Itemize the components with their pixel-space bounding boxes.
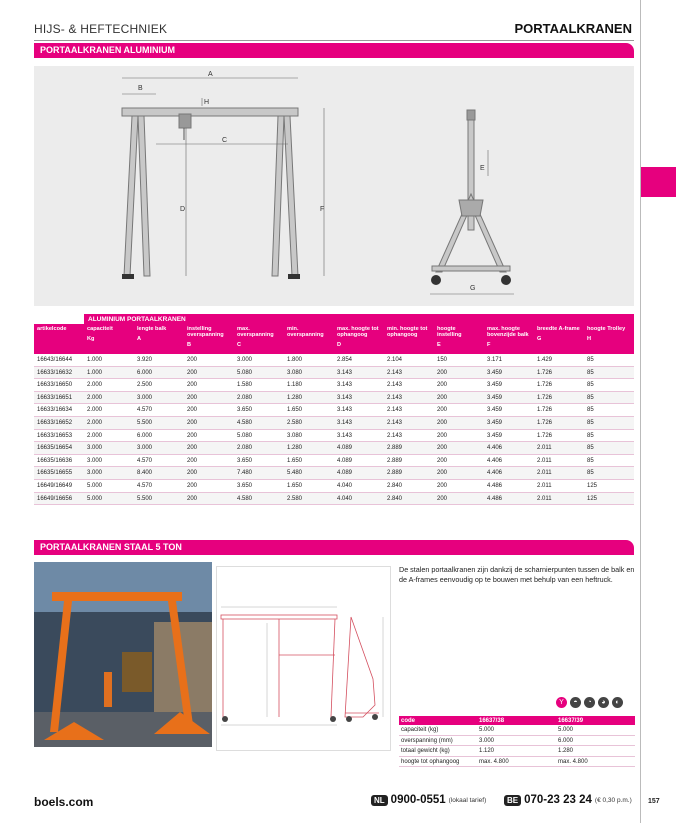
table-cell: 3.459 bbox=[487, 432, 503, 439]
steel-crane-drawing bbox=[216, 566, 391, 751]
table-cell: 2.080 bbox=[237, 394, 253, 401]
d2-right-leg bbox=[331, 619, 335, 717]
table-cell: 1.650 bbox=[287, 457, 303, 464]
table-cell: 200 bbox=[437, 419, 448, 426]
table-cell: 16633/16652 bbox=[37, 419, 73, 426]
header-label: lengte balk bbox=[137, 326, 167, 332]
table-cell: 2.011 bbox=[537, 470, 552, 477]
spec-cell: hoogte tot ophangoog bbox=[401, 758, 460, 765]
table-cell: 2.011 bbox=[537, 495, 552, 502]
table-cell: 3.000 bbox=[237, 357, 253, 363]
table-cell: 200 bbox=[437, 457, 448, 464]
header-label: hoogte instelling bbox=[437, 326, 462, 339]
right-leg-inner bbox=[272, 116, 284, 276]
table-header-cell bbox=[284, 324, 334, 354]
photo-roof bbox=[34, 562, 212, 612]
table-cell: 1.726 bbox=[537, 369, 553, 376]
table-cell: 3.650 bbox=[237, 457, 253, 464]
table-cell: 2.854 bbox=[337, 357, 353, 363]
table-header-cell bbox=[34, 324, 84, 354]
table-row bbox=[34, 455, 634, 468]
table-row bbox=[34, 367, 634, 380]
table-cell: 2.889 bbox=[387, 457, 403, 464]
label-f: F bbox=[320, 206, 325, 213]
table-cell: 2.000 bbox=[87, 382, 103, 389]
wheel-left bbox=[431, 275, 441, 285]
table-row bbox=[34, 354, 634, 367]
table-header-cell bbox=[234, 324, 284, 354]
label-e: E bbox=[480, 165, 485, 172]
table-cell: 5.080 bbox=[237, 432, 253, 439]
table-cell: 2.580 bbox=[287, 419, 303, 426]
page-number: 157 bbox=[648, 798, 660, 805]
feature-icon-1: ◓ bbox=[570, 697, 581, 708]
diagram-svg bbox=[34, 66, 634, 306]
table-cell: 4.406 bbox=[487, 445, 503, 452]
table-row bbox=[34, 480, 634, 493]
table-cell: 4.570 bbox=[137, 457, 153, 464]
table-cell: 4.580 bbox=[237, 495, 253, 502]
table-cell: 3.080 bbox=[287, 369, 303, 376]
spec-cell: 5.000 bbox=[558, 727, 574, 733]
header-unit: E bbox=[437, 342, 441, 349]
table-cell: 125 bbox=[587, 495, 598, 502]
table-cell: 85 bbox=[587, 407, 594, 414]
spec-h-code: code bbox=[401, 718, 416, 724]
footer-nl-contact bbox=[371, 794, 486, 806]
table-row bbox=[34, 379, 634, 392]
table-cell: 200 bbox=[187, 457, 198, 464]
spec-h-1: 16637/38 bbox=[479, 718, 505, 724]
table-cell: 200 bbox=[437, 407, 448, 414]
table-cell: 4.089 bbox=[337, 470, 353, 477]
header-unit: C bbox=[237, 342, 242, 349]
crane-beam bbox=[122, 108, 298, 116]
be-note: (€ 0,30 p.m.) bbox=[594, 796, 632, 804]
table-cell: 16649/16656 bbox=[37, 495, 73, 502]
trolley bbox=[179, 114, 191, 128]
spec-row bbox=[399, 736, 635, 747]
table-cell: 85 bbox=[587, 445, 594, 452]
table-header-cell bbox=[184, 324, 234, 354]
table-cell: 16633/16650 bbox=[37, 382, 73, 389]
table-cell: 200 bbox=[187, 419, 198, 426]
table-cell: 85 bbox=[587, 394, 594, 401]
table-cell: 200 bbox=[187, 445, 198, 452]
header-label: max. overspanning bbox=[237, 326, 274, 339]
wheel-right bbox=[501, 275, 511, 285]
table-cell: 5.080 bbox=[237, 369, 253, 376]
photo-beam bbox=[52, 592, 182, 601]
table-cell: 2.000 bbox=[87, 394, 103, 401]
table-row bbox=[34, 467, 634, 480]
table-cell: 1.580 bbox=[237, 382, 253, 389]
spec-cell: totaal gewicht (kg) bbox=[401, 748, 450, 754]
header-label: min. hoogte tot ophangoog bbox=[387, 326, 428, 339]
section2-title: PORTAALKRANEN STAAL 5 TON bbox=[34, 540, 634, 555]
table-cell: 200 bbox=[187, 394, 198, 401]
table-cell: 5.000 bbox=[87, 482, 103, 489]
nl-note: (lokaal tarief) bbox=[448, 796, 487, 804]
label-c: C bbox=[222, 137, 228, 144]
table-cell: 200 bbox=[187, 495, 198, 502]
table-header bbox=[34, 324, 634, 354]
table-cell: 3.143 bbox=[337, 407, 353, 414]
table-header-cell bbox=[534, 324, 584, 354]
d2-wheel-1 bbox=[222, 716, 228, 722]
table-row bbox=[34, 430, 634, 443]
table-cell: 2.143 bbox=[387, 419, 403, 426]
table-cell: 3.650 bbox=[237, 482, 253, 489]
left-leg-outer bbox=[124, 116, 138, 276]
table-cell: 1.180 bbox=[287, 382, 303, 389]
header-unit: Kg bbox=[87, 336, 95, 343]
table-cell: 2.889 bbox=[387, 445, 403, 452]
table-cell: 85 bbox=[587, 457, 594, 464]
table-cell: 200 bbox=[187, 482, 198, 489]
table-cell: 3.459 bbox=[487, 419, 503, 426]
table-cell: 2.500 bbox=[137, 382, 153, 389]
table-header-cell bbox=[134, 324, 184, 354]
feature-icon-3: ◕ bbox=[598, 697, 609, 708]
section1-title: PORTAALKRANEN ALUMINIUM bbox=[34, 43, 634, 58]
table-cell: 2.143 bbox=[387, 407, 403, 414]
side-trolley bbox=[467, 110, 475, 120]
label-d: D bbox=[180, 206, 186, 213]
table-cell: 6.000 bbox=[137, 369, 153, 376]
spec-cell: overspanning (mm) bbox=[401, 737, 453, 744]
table-cell: 4.089 bbox=[337, 457, 353, 464]
table-header-cell bbox=[434, 324, 484, 354]
table-cell: 200 bbox=[187, 369, 198, 376]
table-cell: 1.726 bbox=[537, 407, 553, 414]
header-unit: A bbox=[137, 336, 142, 343]
table-cell: 1.726 bbox=[537, 419, 553, 426]
table-cell: 2.000 bbox=[87, 432, 103, 439]
spec-cell: 1.120 bbox=[479, 748, 495, 754]
table-cell: 16633/16653 bbox=[37, 432, 73, 439]
table-cell: 85 bbox=[587, 432, 594, 439]
table-cell: 1.726 bbox=[537, 432, 553, 439]
spec-row bbox=[399, 757, 635, 768]
table-cell: 85 bbox=[587, 369, 594, 376]
header-label: max. hoogte tot ophangoog bbox=[337, 326, 379, 339]
spec-cell: 3.000 bbox=[479, 737, 495, 744]
nl-flag: NL bbox=[371, 795, 388, 806]
photo-svg bbox=[34, 562, 212, 747]
left-foot bbox=[122, 274, 134, 279]
table-row bbox=[34, 404, 634, 417]
side-tab bbox=[641, 167, 676, 197]
spec-row bbox=[399, 746, 635, 757]
table-cell: 200 bbox=[187, 470, 198, 477]
table-row bbox=[34, 417, 634, 430]
left-leg-inner bbox=[138, 116, 150, 276]
spec-cell: 6.000 bbox=[558, 737, 574, 744]
label-a: A bbox=[208, 71, 213, 78]
header-label: max. hoogte bovenzijde balk bbox=[487, 326, 529, 339]
table-cell: 85 bbox=[587, 470, 594, 477]
table-header-cell bbox=[334, 324, 384, 354]
header-unit: B bbox=[187, 342, 192, 349]
header-unit: F bbox=[487, 342, 491, 349]
table-cell: 3.459 bbox=[487, 394, 503, 401]
table-cell: 2.143 bbox=[387, 432, 403, 439]
table-cell: 200 bbox=[437, 394, 448, 401]
steel-description: De stalen portaalkranen zijn dankzij de scharnierpunten tussen de balk en de A-frames eenvoudig op te bouwen met behulp van een heftruck. bbox=[399, 565, 635, 585]
table-row bbox=[34, 392, 634, 405]
table-cell: 3.000 bbox=[137, 445, 153, 452]
table-cell: 1.800 bbox=[287, 357, 303, 363]
table-cell: 1.650 bbox=[287, 407, 303, 414]
table-cell: 1.280 bbox=[287, 445, 303, 452]
table-cell: 1.280 bbox=[287, 394, 303, 401]
table-cell: 16643/16644 bbox=[37, 357, 73, 363]
table-cell: 5.000 bbox=[87, 495, 103, 502]
d2-wheel-2 bbox=[330, 716, 336, 722]
table-cell: 200 bbox=[187, 357, 198, 363]
header-label: breedte A-frame bbox=[537, 326, 580, 332]
header-category: PORTAALKRANEN bbox=[514, 21, 632, 36]
d2-wheel-3 bbox=[346, 716, 352, 722]
table-cell: 3.000 bbox=[87, 445, 103, 452]
table-cell: 85 bbox=[587, 357, 594, 363]
table-cell: 200 bbox=[187, 432, 198, 439]
aluminium-table bbox=[34, 314, 634, 505]
table-cell: 3.650 bbox=[237, 407, 253, 414]
table-cell: 2.143 bbox=[387, 382, 403, 389]
table-cell: 8.400 bbox=[137, 470, 153, 477]
table-cell: 16633/16651 bbox=[37, 394, 73, 401]
table-header-cell bbox=[484, 324, 534, 354]
table-cell: 1.726 bbox=[537, 382, 553, 389]
table-cell: 4.580 bbox=[237, 419, 253, 426]
table-cell: 2.889 bbox=[387, 470, 403, 477]
table-cell: 16633/16634 bbox=[37, 407, 73, 414]
table-cell: 3.143 bbox=[337, 394, 353, 401]
table-cell: 6.000 bbox=[137, 432, 153, 439]
table-cell: 200 bbox=[187, 382, 198, 389]
table-cell: 1.000 bbox=[87, 357, 103, 363]
table-cell: 2.840 bbox=[387, 482, 403, 489]
spec-row bbox=[399, 725, 635, 736]
table-header-cell bbox=[584, 324, 634, 354]
header-rule bbox=[34, 40, 634, 41]
table-cell: 2.143 bbox=[387, 394, 403, 401]
table-cell: 1.429 bbox=[537, 357, 553, 363]
table-cell: 5.480 bbox=[287, 470, 303, 477]
table-cell: 200 bbox=[437, 369, 448, 376]
table-cell: 85 bbox=[587, 382, 594, 389]
be-flag: BE bbox=[504, 795, 521, 806]
table-cell: 3.143 bbox=[337, 369, 353, 376]
right-leg-outer bbox=[284, 116, 298, 276]
table-cell: 3.920 bbox=[137, 357, 153, 363]
table-cell: 3.000 bbox=[137, 394, 153, 401]
table-cell: 16635/16655 bbox=[37, 470, 73, 477]
spec-h-2: 16637/39 bbox=[558, 718, 584, 724]
table-header-cell bbox=[384, 324, 434, 354]
header-label: hoogte Trolley bbox=[587, 326, 626, 332]
table-cell: 2.000 bbox=[87, 407, 103, 414]
table-cell: 200 bbox=[437, 445, 448, 452]
table-cell: 200 bbox=[437, 382, 448, 389]
table-cell: 3.000 bbox=[87, 457, 103, 464]
spec-cell: max. 4.800 bbox=[558, 758, 588, 765]
spec-cell: capaciteit (kg) bbox=[401, 727, 439, 733]
spec-cell: 1.280 bbox=[558, 748, 574, 754]
label-h: H bbox=[204, 99, 210, 106]
spec-header bbox=[399, 716, 635, 725]
side-bracket bbox=[459, 200, 483, 216]
drawing2-svg bbox=[217, 567, 392, 752]
d2-wheel-4 bbox=[372, 714, 378, 720]
be-phone[interactable]: 070-23 23 24 bbox=[524, 794, 592, 806]
header-label: instelling overspanning bbox=[187, 326, 224, 339]
header-unit: G bbox=[537, 336, 542, 343]
feature-icon-4: ◐ bbox=[612, 697, 623, 708]
header-label: min. overspanning bbox=[287, 326, 324, 339]
table-cell: 5.500 bbox=[137, 495, 153, 502]
table-cell: 4.040 bbox=[337, 495, 353, 502]
footer-be-contact bbox=[504, 794, 632, 806]
d2-beam bbox=[221, 615, 337, 619]
table-cell: 4.570 bbox=[137, 407, 153, 414]
label-g: G bbox=[470, 285, 476, 292]
nl-phone[interactable]: 0900-0551 bbox=[390, 794, 446, 806]
table-cell: 1.726 bbox=[537, 394, 553, 401]
table-cell: 200 bbox=[437, 470, 448, 477]
table-row bbox=[34, 442, 634, 455]
table-cell: 4.089 bbox=[337, 445, 353, 452]
table-cell: 3.080 bbox=[287, 432, 303, 439]
table-cell: 3.459 bbox=[487, 407, 503, 414]
header-unit: D bbox=[337, 342, 342, 349]
table-cell: 2.840 bbox=[387, 495, 403, 502]
spec-cell: max. 4.800 bbox=[479, 758, 509, 765]
photo-worker bbox=[104, 672, 112, 707]
table-cell: 150 bbox=[437, 357, 448, 363]
table-cell: 2.011 bbox=[537, 457, 552, 464]
header-label: capaciteit bbox=[87, 326, 113, 332]
header-section: HIJS- & HEFTECHNIEK bbox=[34, 22, 168, 36]
table-cell: 200 bbox=[437, 432, 448, 439]
table-cell: 1.650 bbox=[287, 482, 303, 489]
table-cell: 16635/16636 bbox=[37, 457, 73, 464]
table-cell: 4.486 bbox=[487, 495, 503, 502]
table-cell: 4.406 bbox=[487, 457, 503, 464]
table-cell: 200 bbox=[437, 495, 448, 502]
table-cell: 2.143 bbox=[387, 369, 403, 376]
table-body bbox=[34, 354, 634, 505]
table-cell: 3.000 bbox=[87, 470, 103, 477]
table-cell: 2.011 bbox=[537, 445, 552, 452]
table-cell: 3.143 bbox=[337, 419, 353, 426]
header-unit: H bbox=[587, 336, 592, 343]
table-cell: 1.000 bbox=[87, 369, 103, 376]
table-cell: 200 bbox=[437, 482, 448, 489]
table-cell: 2.080 bbox=[237, 445, 253, 452]
table-cell: 3.171 bbox=[487, 357, 503, 363]
footer-logo-link[interactable]: boels.com bbox=[34, 795, 94, 809]
table-cell: 2.011 bbox=[537, 482, 552, 489]
table-cell: 16649/16649 bbox=[37, 482, 73, 489]
table-cell: 4.570 bbox=[137, 482, 153, 489]
table-cell: 16633/16632 bbox=[37, 369, 73, 376]
steel-spec-table bbox=[399, 716, 635, 767]
table-cell: 200 bbox=[187, 407, 198, 414]
aluminium-crane-diagram bbox=[34, 66, 634, 306]
side-rule bbox=[640, 0, 641, 823]
steel-crane-photo bbox=[34, 562, 212, 747]
table-cell: 4.040 bbox=[337, 482, 353, 489]
feature-icon-2: ◔ bbox=[584, 697, 595, 708]
icon-row bbox=[556, 697, 623, 708]
header-label: artikelcode bbox=[37, 326, 67, 332]
table-cell: 16635/16654 bbox=[37, 445, 73, 452]
d2-side-frame bbox=[345, 617, 375, 717]
table-cell: 7.480 bbox=[237, 470, 253, 477]
label-b: B bbox=[138, 85, 143, 92]
table-cell: 3.143 bbox=[337, 432, 353, 439]
right-foot bbox=[288, 274, 300, 279]
table-cell: 3.143 bbox=[337, 382, 353, 389]
table-cell: 4.486 bbox=[487, 482, 503, 489]
table-cell: 2.000 bbox=[87, 419, 103, 426]
table-cell: 3.459 bbox=[487, 382, 503, 389]
table-caption: ALUMINIUM PORTAALKRANEN bbox=[84, 314, 634, 324]
spec-cell: 5.000 bbox=[479, 727, 495, 733]
y-icon: Y bbox=[556, 697, 567, 708]
table-cell: 3.459 bbox=[487, 369, 503, 376]
table-header-cell bbox=[84, 324, 134, 354]
table-cell: 5.500 bbox=[137, 419, 153, 426]
table-cell: 2.104 bbox=[387, 357, 403, 363]
photo-load bbox=[122, 652, 152, 692]
side-base bbox=[432, 266, 510, 271]
table-cell: 85 bbox=[587, 419, 594, 426]
table-cell: 125 bbox=[587, 482, 598, 489]
table-cell: 4.406 bbox=[487, 470, 503, 477]
table-row bbox=[34, 493, 634, 506]
table-cell: 2.580 bbox=[287, 495, 303, 502]
